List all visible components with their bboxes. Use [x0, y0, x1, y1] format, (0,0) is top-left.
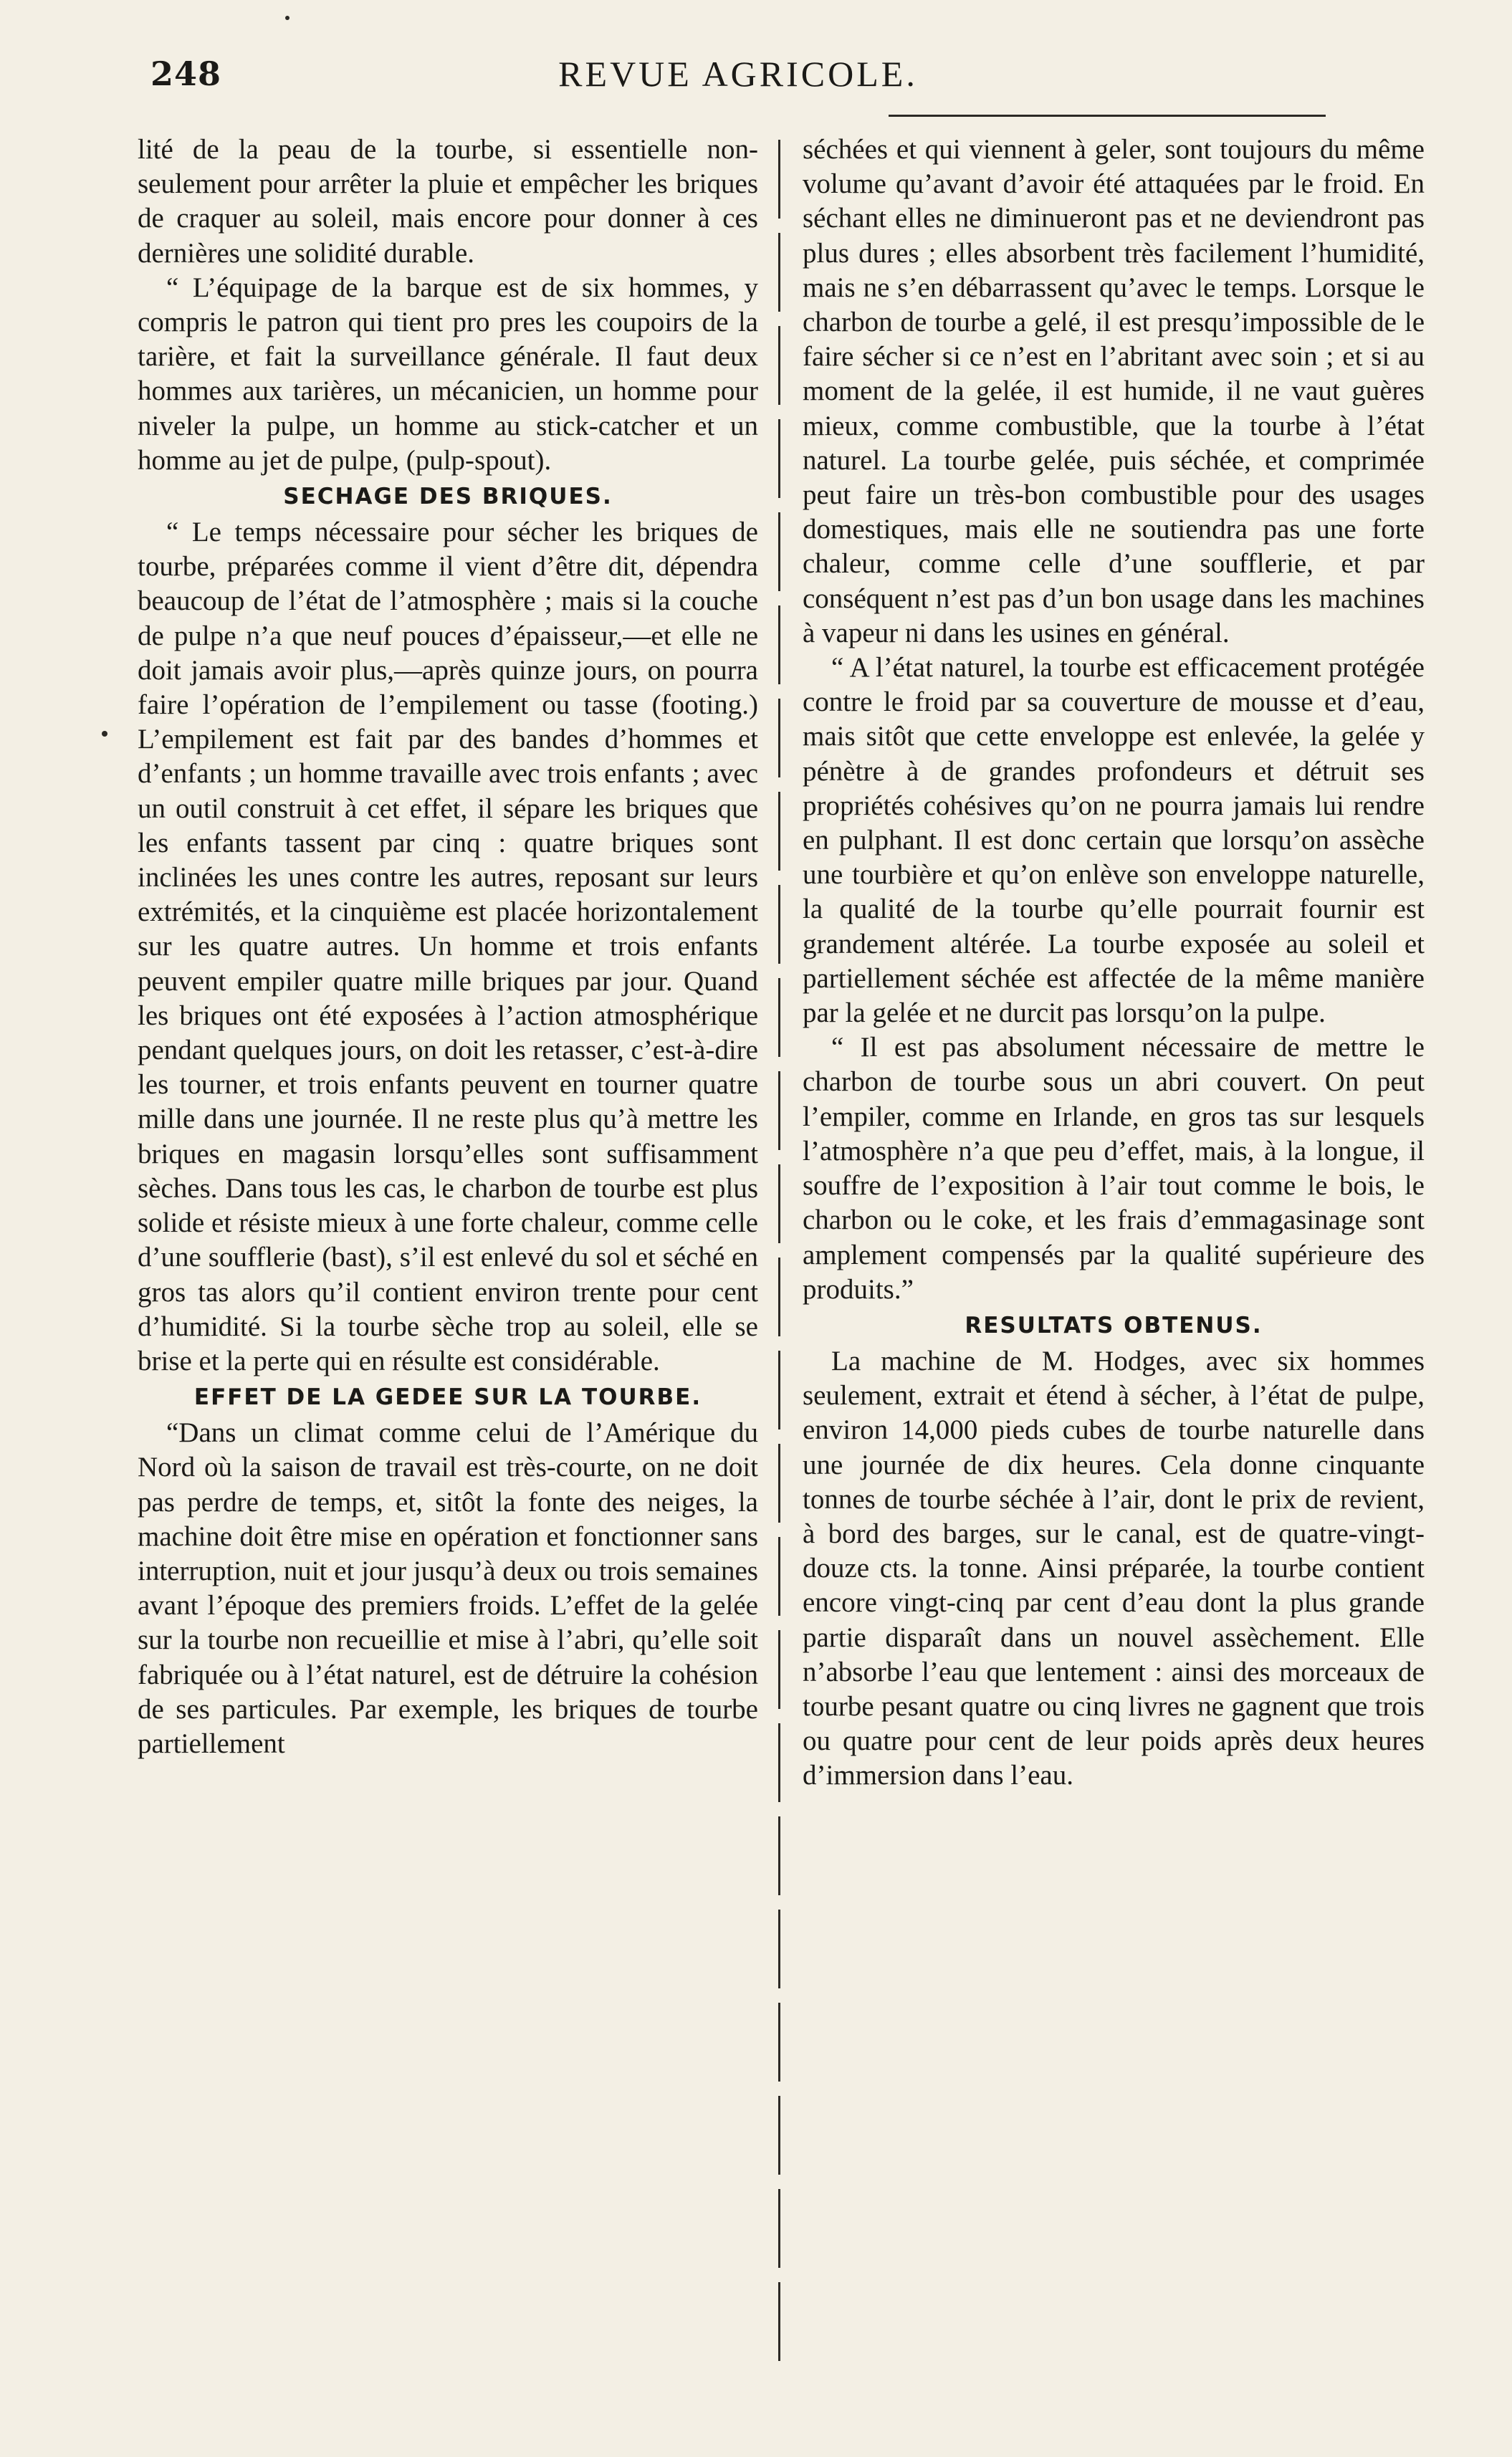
right-column — [803, 133, 1425, 1793]
section-heading: EFFET DE LA GEDEE SUR LA TOURBE. — [193, 1384, 702, 1411]
paragraph: “ L’équipage de la barque est de six hommes, y compris le patron qui tient pro pres les coupoirs de la tarière, et fait la surveillance générale. Il faut deux hommes aux tarières, un mécanicien, un homme pour niveler la pulpe, un homme au stick-catcher et un homme au jet de pulpe, (pulp-spout). — [138, 272, 758, 476]
page-number: 248 — [150, 54, 222, 93]
page-header — [150, 50, 1326, 107]
running-title: REVUE AGRICOLE. — [558, 54, 918, 94]
paragraph: “Dans un climat comme celui de l’Amérique du Nord où la saison de travail est très-courte, on ne doit pas perdre de temps, et, sitôt la fonte des neiges, la machine doit être mise en opération et fonctionner sans interruption, nuit et jour jusqu’à deux ou trois semaines avant l’époque des premiers froids. L’effet de la gelée sur la tourbe non recueillie et mise à l’abri, qu’elle soit fabriquée ou à l’état naturel, est de détruire la cohésion de ses particules. Par exemple, les briques de tourbe partiellement — [138, 1417, 758, 1759]
header-rule — [889, 115, 1326, 117]
section-heading: SECHAGE DES BRIQUES. — [283, 484, 613, 510]
paragraph: “ Le temps nécessaire pour sécher les briques de tourbe, préparées comme il vient d’être dit, dépendra beaucoup de l’état de l’atmosphère ; mais si la couche de pulpe n’a que neuf pouces d’épaisseur,—et elle ne doit jamais avoir plus,—après quinze jours, on pourra faire l’opération de l’empilement ou tasse (footing.) L’empilement est fait par des bandes d’hommes et d’enfants ; un homme travaille avec trois enfants ; avec un outil construit à cet effet, il sépare les briques que les enfants tassent par cinq : quatre briques sont inclinées les unes contre les autres, reposant sur leurs extrémités, et la cinquième est placée horizontalement sur les quatre autres. Un homme et trois enfants peuvent empiler quatre mille briques par jour. Quand les briques ont été exposées à l’action atmosphérique pendant quelques jours, on doit les retasser, c’est-à-dire les tourner, et trois enfants peuvent en tourner quatre mille dans une journée. Il ne reste plus qu’à mettre les briques en magasin lorsqu’elles sont suffisamment sèches. Dans tous les cas, le charbon de tourbe est plus solide et résiste mieux à une forte chaleur, comme celle d’une soufflerie (bast), s’il est enlevé du sol et séché en gros tas alors qu’il contient environ trente pour cent d’humidité. Si la tourbe sèche trop au soleil, elle se brise et la perte qui en résulte est considérable. — [138, 517, 758, 1376]
section-heading: RESULTATS OBTENUS. — [965, 1312, 1263, 1338]
left-column — [138, 133, 758, 1761]
paragraph: La machine de M. Hodges, avec six hommes seulement, extrait et étend à sécher, à l’état de pulpe, environ 14,000 pieds cubes de tourbe naturelle dans une journée de dix heures. Cela donne cinquante tonnes de tourbe séchée à l’air, dont le prix de revient, à bord des barges, sur le canal, est de quatre-vingt-douze cts. la tonne. Ainsi préparée, la tourbe contient encore vingt-cinq par cent d’eau dont la plus grande partie disparaît dans un nouvel assèchement. Elle n’absorbe l’eau que lentement : ainsi des morceaux de tourbe pesant quatre ou cinq livres ne gagnent que trois ou quatre pour cent de leur poids après deux heures d’immersion dans l’eau. — [803, 1345, 1425, 1791]
column-divider — [778, 140, 780, 2375]
printer-mark — [285, 16, 290, 20]
paragraph: “ A l’état naturel, la tourbe est efficacement protégée contre le froid par sa couverture de mousse et d’eau, mais sitôt que cette enveloppe est enlevée, la gelée y pénètre à de grandes profondeurs et détruit ses propriétés cohésives qu’on ne pourra jamais lui rendre en pulphant. Il est donc certain que lorsqu’on assèche une tourbière et qu’on enlève son enveloppe naturelle, la qualité de la tourbe qu’elle pourrait fournir est grandement altérée. La tourbe exposée au soleil et partiellement séchée est affectée de la même manière par la gelée et ne durcit pas lorsqu’on la pulpe. — [803, 652, 1425, 1029]
paragraph: séchées et qui viennent à geler, sont toujours du même volume qu’avant d’avoir été attaquées par le froid. En séchant elles ne diminueront pas et ne deviendront pas plus dures ; elles absorbent très facilement l’humidité, mais ne s’en débarrassent qu’avec le temps. Lorsque le charbon de tourbe a gelé, il est presqu’impossible de le faire sécher si ce n’est en l’abritant avec soin ; et si au moment de la gelée, il est humide, il ne vaut guères mieux, comme combustible, que la tourbe à l’état naturel. La tourbe gelée, puis séchée, et comprimée peut faire un très-bon combustible pour des usages domestiques, mais elle ne soutiendra pas une forte chaleur, comme celle d’une soufflerie, et par conséquent n’est pas d’un bon usage dans les machines à vapeur ni dans les usines en général. — [803, 134, 1425, 648]
margin-dot — [102, 731, 107, 737]
paragraph: lité de la peau de la tourbe, si essentielle non-seulement pour arrêter la pluie et empêcher les briques de craquer au soleil, mais encore pour donner à ces dernières une solidité durable. — [138, 134, 758, 269]
paragraph: “ Il est pas absolument nécessaire de mettre le charbon de tourbe sous un abri couvert. On peut l’empiler, comme en Irlande, en gros tas sur lesquels l’atmosphère n’a que peu d’effet, mais, à la longue, il souffre de l’exposition à l’air tout comme le bois, le charbon ou le coke, et les frais d’emmagasinage sont amplement compensés par la qualité supérieure des produits.” — [803, 1032, 1425, 1305]
